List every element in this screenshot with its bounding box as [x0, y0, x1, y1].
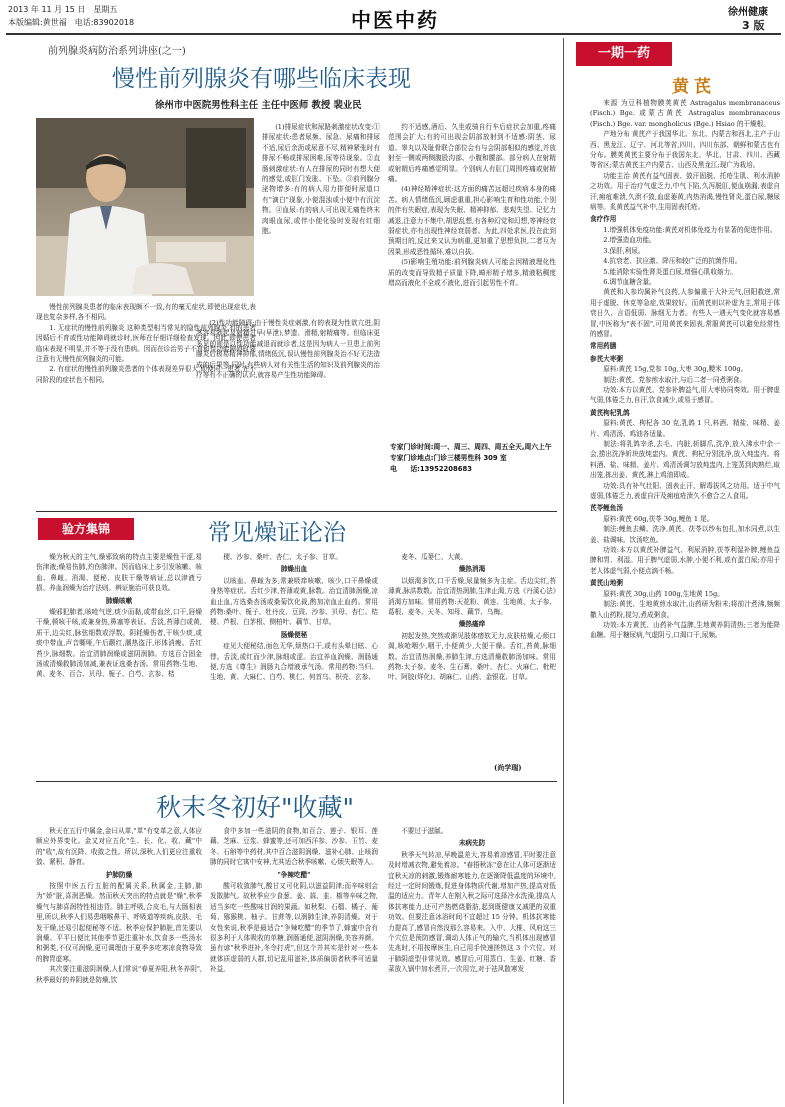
paragraph: 燥邪犯肺者,咳呛气逆,痰少而黏,或带血丝,口干,唇燥干燥,顿咳干咳,或兼身热,鼻塞等表证。舌淡,苔薄白或黄,质干,边尖红,脉弦细数或浮数。阴耗燥伤者,干咳少痰,或痰中带血,声音嘶哑,午后颧红,潮热盗汗,形体消瘦。舌红苔少,脉细数。治宜清肺润燥或滋阴润肺。方选百合固金汤或清燥救肺汤加减,兼表证选桑杏汤。常用药物:生地、黄、麦冬、百合、贝母、栀子、白芍、玄参、桔 — [36, 608, 202, 679]
section-title: 中医中药 — [351, 8, 439, 32]
paragraph: (2)性功能障碍:由于慢性炎症刺激,有的表现为性欲亢进,阴茎容易勃起及射精过早(早泄),梦遗、滑精,射精痛等。但临床更多见的则是以性功能减退而就诊者,这是因为病人一旦患上前列腺炎后极易精神抑郁,情绪低沉,误认慢性前列腺炎治不好无法造成的后果等,同时,有些病人对有关性生活的知识及前列腺炎的治疗等有不正确的认识,就容易产生性功能障碍。 — [196, 319, 380, 380]
paragraph: 其次要注重滋阴润燥,人们常说"春夏养阳,秋冬养阴",秋季最好的养阴就是防燥,饮 — [36, 965, 202, 984]
paragraph: 来源 为豆科植物膜荚黄芪 Astragalus membranaceus (Fisch.) Bge. 或蒙古黄芪 Astragalus membranaceus (Fisch.) Bge. var. mongholicus (Bge.) Hsiao 的干燥根。 — [590, 99, 780, 128]
paragraph: 1.增强机体免疫功能:黄芪对机体免疫力有显著的促进作用。 — [603, 225, 777, 234]
dry-col-c — [388, 552, 556, 776]
clinic-info — [390, 442, 556, 475]
paragraph: 食中多加一些滋阴的食物,如百合、莲子、银耳、莲藕、芝麻、豆浆、蜂蜜等,还可加西洋参、沙参、玉竹、麦冬、石斛等中药材,其中百合滋阴润燥、滋补心肺、止咳润肺的同时它寓中安神,尤其适合秋季咳嗽、心烦失眠等人。 — [210, 827, 378, 867]
subheading: "争辣吃醋" — [277, 870, 311, 879]
paragraph: 原料:黄芪 60g,茯苓 30g,鲤鱼 1 尾。 — [603, 514, 714, 523]
paragraph: 秋季天气转凉,早晚温差大,容易着凉感冒,平时要注意及时增减衣物,避免着凉。"春捂秋冻"意在让人体可逐渐适宜秋天凉的刺激,锻炼耐寒能力,在逐渐降低温度的环境中,经过一定时间锻炼,促进身体物质代谢,增加产热,提高对低温的适应力。青年人在刚入秋之际可选择冷水洗澡,提高人体抗寒能力,还可产热燃烧脂肪,起到既健康又减肥的双重功效。但要注意冰浴时间不宜超过 15 分钟。机体抗寒能力提高了,感冒自然没那么容易来。入中、大椎、风府这三个穴位是预防感冒,调动人体正气的输穴,当机体出现感冒先兆时,不用按摩医生,自己用手快速搓热这 3 个穴位。对于肺阴虚型非常见效。感冒后,可用蒸白、生姜、红糖、香菜放入锅中加水煮开,一次用完,对于祛风散寒发 — [388, 850, 556, 974]
paragraph: 慢性前列腺炎患者的临床表现颇不一致,有的毫无症状,即使出现症状,表现也复杂多样,各不相同。 — [36, 303, 256, 322]
subheading: 燥热瘙痒 — [458, 620, 486, 629]
clinic-hours: 周一、周三、周四、周五全天,周六上午 — [433, 443, 552, 451]
paragraph: 约不适感,酒后、久坐或骑自行车后症状会加重,疼痛范围会扩大;有的可出现会阴部放射到不适感:阴茎、尿道、睾丸以及耻骨联合部位会有与会阴部相似的感觉,并放射至一侧或两侧腹股沟部、小腹和腰部。部分病人在射精或射精后疼痛感觉明显。个别病人有肛门周围疼痛或射精痛。 — [388, 123, 556, 184]
paragraph: 2. 有症状的慢性前列腺炎患者的个体表现差异很大,即便同一患者,在不同阶段的症状也不相同。 — [36, 365, 256, 384]
paragraph: 5.能消除实验性肾炎蛋白尿,增强心肌收缩力。 — [603, 267, 737, 276]
page-number: 3 版 — [742, 19, 765, 32]
editor-line: 本版编辑:黄世福 电话:83902018 — [8, 18, 135, 27]
series-label: 前列腺炎病防治系列讲座(之一) — [48, 46, 186, 57]
dry-section-tag: 验方集锦 — [38, 518, 134, 540]
paragraph: 功能主治 黄芪有益气固表、敛汗固脱、托疮生肌、利水消肿之功效。用于治疗气虚乏力,中气下陷,久泻脱肛,便血崩漏,表虚自汗,痈疽难溃,久溃不敛,血虚萎黄,内热消渴,慢性肾炎,蛋白尿,糖尿病等。炙黄芪益气补中,生用固表托疮。 — [590, 171, 780, 212]
dry-col-a — [36, 552, 202, 776]
subheading: 黄芪枸杞乳鸽 — [590, 408, 630, 417]
paragraph: 按照中医五行五脏的配属关系,秋属金,主肺,肺为"娇"脏,喜润恶燥。然而秋天突出的特点就是"燥",秋季燥气与肺喜润特性相违背。肺主呼吸,合皮毛,与大肠相表里,所以,秋季人们易患咽喉鼻干、呼吸道等疾病,皮肤、毛发干燥,还易引起便秘等不适。秋季应保护肺脏,首先要以润燥、平平日便比其他季节更注重补水,饮食多一些汤水和粥类,不仅可润燥,更可调理由于夏季多吃寒凉食物导致的脾胃虚寒。 — [36, 882, 202, 963]
paragraph: 功效:本方黄芪、山药补气益脾,生地黄养阴清热;三者为能降血糖。用于糖尿病,气虚阴亏,口渴口干,尿频。 — [590, 620, 780, 640]
dry-author: (尚学瑞) — [494, 763, 522, 772]
subheading: 肠燥便秘 — [280, 630, 308, 639]
clinic-phone: 13952208683 — [419, 465, 472, 473]
subheading: 燥热消渴 — [458, 565, 486, 574]
subheading: 未病先防 — [458, 839, 486, 848]
main-col-b-lower — [196, 318, 380, 512]
paragraph: 产地分布 黄芪产于我国华北、东北、内蒙古和西北,主产于山西、黑龙江、辽宁、河北等省,四川、四川东部、朝鲜和蒙古也有分布。膜荚黄芪主要分布于我国东北、华北、甘肃、四川、西藏等省区;蒙古黄芪主产内蒙古、山西及黑龙江;现广为栽培。 — [590, 130, 780, 170]
clinic-hours-label: 专家门诊时间: — [390, 443, 434, 451]
paragraph: 2.增强造血功能。 — [603, 236, 656, 245]
paragraph: 制法:黄芪、党参煎水取汁,与后二者一同煮粥食。 — [603, 375, 746, 384]
paragraph: 黄芪和人参均属补气良药,人参偏重于大补元气,回阳救逆,常用于虚脱、休克等急症,效果较好。而黄芪则以补虚为主,常用于体衰日久、言语低弱、脉细无力者。有些人一遇天气变化就容易感冒,中医称为"表不固",可用黄芪来固表,常服黄芪可以避免经常性的感冒。 — [590, 288, 780, 338]
paragraph: 梗、沙参、桑叶、杏仁、太子参、甘草。 — [223, 553, 342, 561]
paragraph: 麦冬、瓜蒌仁、大黄。 — [401, 553, 468, 561]
subheading: 食疗作用 — [590, 215, 617, 224]
section-divider — [36, 511, 557, 512]
paragraph: 制法:黄芪、生地黄煎水取汁,山药研为粉末;将前汁煮沸,频频撒入山药粉,搅匀,煮成粥食。 — [590, 600, 780, 619]
subheading: 参芪大枣粥 — [590, 354, 623, 363]
paragraph: 1. 无症状的慢性前列腺炎 这种类型相当常见的隐性前列腺炎,有的患者因婚后不育或性功能障碍就诊时,医师在仔细详细检查发现。因此,即使患者临床表现不明显,并不等于没有患病。因而在诊治男子不育和性功能障碍时要注意有无慢性前列腺炎的可能。 — [36, 323, 256, 364]
paper-name: 徐州健康 — [728, 7, 768, 18]
clinic-place-label: 专家门诊地点: — [390, 454, 434, 462]
doctor-photo — [36, 118, 254, 296]
subheading: 黄芪山地粥 — [590, 579, 623, 588]
paragraph: 以咳血、鼻衄为多,常兼吸痒咳嗽、咳少,口干鼻燥或身热等症状。舌红少津,苔薄或黄,脉数。治宜清肺润燥,凉血止血,方选桑杏汤或桑菊饮化裁,酌加凉血止血药。常用药物:桑叶、栀子、牡丹皮、豆豉、沙参、贝母、杏仁、桔梗、芦根、白茅根、侧柏叶、藕节、甘草。 — [210, 576, 378, 627]
paragraph: 秋天在五行中属金,金曰从革,"革"有变革之意,人体应顺应外界变化。金又对应五化"生、长、化、收、藏"中的"收",故有沉降、收敛之性。所以,深秋,人们更应注重收敛、紧积、静育。 — [36, 827, 202, 867]
paragraph: 酸可收敛肺气,酸甘又可化阴,以滋益阴津;而辛味则会发散肺气。故秋季应少食葱、姜、蒜、韭、椒等辛味之物,适当多吃一些酸味甘润的果蔬。如秋梨、石榴、橘子、葡萄、猕猴桃、柚子、甘蔗等,以润肺生津,养阴清燥。对于女性来说,秋季是最适合"争辣吃醋"的季节了,蜂蜜中含有很多利于人体吸收的单糖,润肠通便,滋阴润燥,美容养颜。虽有谚"秋季进补,冬令打虎",但这个并其实是针对一些本就体质虚弱的人群,切记乱用滋补,体质偏弱者秋季可适量补益, — [210, 882, 378, 974]
subheading: 肺燥出血 — [280, 565, 308, 574]
autumn-title: 秋末冬初好"收藏" — [156, 793, 354, 822]
paragraph: 3.保肝,利尿。 — [603, 246, 645, 255]
article-title: 慢性前列腺炎有哪些临床表现 — [112, 66, 411, 92]
autumn-col-b — [210, 826, 378, 1104]
sidebar-herb-name: 黄芪 — [672, 77, 716, 97]
sidebar-tag: 一期一药 — [576, 42, 672, 66]
sidebar-body — [590, 98, 780, 1104]
paragraph: (5)影响生殖功能:前列腺炎病人可能会因精液理化性质的改变而导致精子质量下降,畸形精子增多,精液粘稠度增高而液化不全或不液化,进而引起男性不育。 — [388, 258, 556, 288]
subheading: 常用药膳 — [590, 342, 617, 351]
clinic-phone-label: 电 话: — [390, 465, 420, 473]
paragraph: 6.调节血糖含量。 — [603, 277, 656, 286]
section-divider-2 — [36, 781, 557, 782]
subheading: 肺燥咳嗽 — [105, 596, 133, 605]
paragraph: 原料:黄芪、枸杞各 30 克,乳鸽 1 只,料酒、精盐、味精、姜片、鸡清汤、鸡油各适量。 — [590, 419, 780, 438]
paragraph: 以烦渴多饮,口干舌燥,尿量频多为主症。舌边尖红,苔薄黄,脉洪数数。治宜清热润肺,生津止渴,方选《丹溪心法》消渴方加味。常用药物:天花粉、黄连、生地黄、太子参、葛根、麦冬、天冬、知母、藕节、乌梅。 — [388, 576, 556, 617]
paragraph: 原料:黄芪 30g,山药 100g,生地黄 15g。 — [603, 589, 724, 598]
masthead-rule — [6, 33, 781, 35]
masthead — [0, 0, 785, 34]
paragraph: (1)排尿症状和尿路刺激症状改变:①排尿症状:患者尿频、尿急、尿痛和排尿不适,尿后余沥或尿意不尽,精神紧张时有排尿不畅或排尿困难,尿等待现象。②直肠刺激症状:有人在排尿的同时有想大便的感觉,或肛门发胀、下坠。③前列腺分泌物增多:有的病人用力排便时尿道口有"滴白"现象,小便混浊或小便中有沉淀物。④血尿:有的病人可出现无痛性终末肉眼血尿,或伴小便化验时发现有红细胞。 — [262, 123, 380, 236]
byline: 徐州市中医院男性科主任 主任中医师 教授 裴业民 — [155, 100, 362, 111]
autumn-col-a — [36, 826, 202, 1104]
paragraph: (4)神经精神症状:这方面的痛苦远超过疾病本身的痛苦。病人情绪低沉,顾虑重重,担心影响生育和性功能,个别的伴有失眠症,表现为失眠、精神抑郁、悲观失望、记忆力减退,注意力不集中,胡思乱想,有各种幻觉和幻想,等神经衰弱症状,亦有出现性神经衰弱者。为此,四处求医,投在此到预期目的,反过来又认为病重,更加重了思想负担,二者互为因果,形成恶性循环,难以自拔。 — [388, 185, 556, 256]
issue-date: 2013 年 11 月 15 日 星期五 — [8, 5, 118, 14]
paragraph: 4.抗衰老、抗应激、降压和较广泛的抗菌作用。 — [603, 257, 742, 266]
autumn-col-c — [388, 826, 556, 1104]
dry-title: 常见燥证论治 — [208, 520, 346, 546]
dry-col-b — [210, 552, 378, 776]
paragraph: 制法:将乳鸽宰杀,去毛、内脏,斩脚爪,洗净,放入沸水中余一会,捞出洗净斩块放炖盅内。黄芪、枸杞分别洗净,放入炖盅内。将料酒、盐、味精、姜片、鸡清汤调匀放炖盅内,上笼蒸到肉熟烂,取出笼,拣出姜、黄芪,淋上鸡油即成。 — [590, 440, 780, 480]
subheading: 护肺防燥 — [105, 870, 133, 879]
subheading: 芪苓鲤鱼汤 — [590, 504, 623, 513]
paragraph: 症见大便秘结,面色无华,烦热口干,或有头晕目眩、心悸。舌淡,或红而少津,脉细或涩。治宜养血润燥、润肠通便,方选《尊生》润肠丸合增液承气汤。常用药物:当归、生地、黄、大麻仁、白芍、桃仁、何首乌、枳壳、玄参、 — [210, 642, 378, 682]
paragraph: 燥为秋天的主气,燥邪致病的特点主要是燥性干涩,易伤津液;燥易伤肺,灼伤肺津。因而临床上多引发咳嗽、咳血、鼻衄、消渴、便秘、皮肤干燥等病证,总以津液亏损、养血润燥为治疗法则。辨证施治可获良效。 — [36, 553, 202, 593]
paragraph: 功效:本方以黄芪、党参补脾益气,用大枣协同奏效。用于脾虚气弱,体倦乏力,自汗,饮食减少,或易于感冒。 — [590, 385, 780, 405]
paragraph: 功效:具有补气壮阳、固表止汗、解毒拔风之功用。适于中气虚弱,体倦乏力,表虚自汗及痈疽疮溃久不愈合之人食用。 — [590, 481, 780, 501]
clinic-place: 门诊三楼男性科 309 室 — [433, 454, 507, 462]
paragraph: 功效:本方以黄芪补脾益气、利尿消肿,茯苓利湿补脾,鲤鱼益脾和胃、利湿。用于脾气虚弱,水肿,小便不利,或有蛋白尿;亦用于老人体虚气弱,小便点滴不畅。 — [590, 546, 780, 575]
main-col-c — [388, 122, 556, 438]
paragraph: 初起发热,突然或渐见肢体痿软无力,皮肤枯燥,心烦口渴,咳呛咽少,咽干,小便黄少,大便干燥。舌红,苔黄,脉细数。治宜清热润燥,养肺生津,方选清燥救肺汤加味。常用药物:太子参、麦冬、生石膏、桑叶、杏仁、火麻仁、枇杷叶、阿胶(烊化)、胡麻仁、山药、金银花、甘草。 — [388, 631, 556, 682]
paragraph: 不要过于滋腻。 — [401, 827, 448, 835]
main-col-b — [262, 122, 380, 318]
paragraph: 制法:鲤鱼去鳞、洗净,黄芪、茯苓以纱布包扎,加水同煮,以生姜、盐调味。饮汤吃鱼。 — [590, 525, 780, 544]
sidebar-vrule — [563, 38, 564, 1104]
paragraph: 原料:黄芪 15g,党参 10g,大枣 30g,粳米 100g。 — [603, 365, 748, 374]
doctor-illustration — [36, 118, 254, 296]
